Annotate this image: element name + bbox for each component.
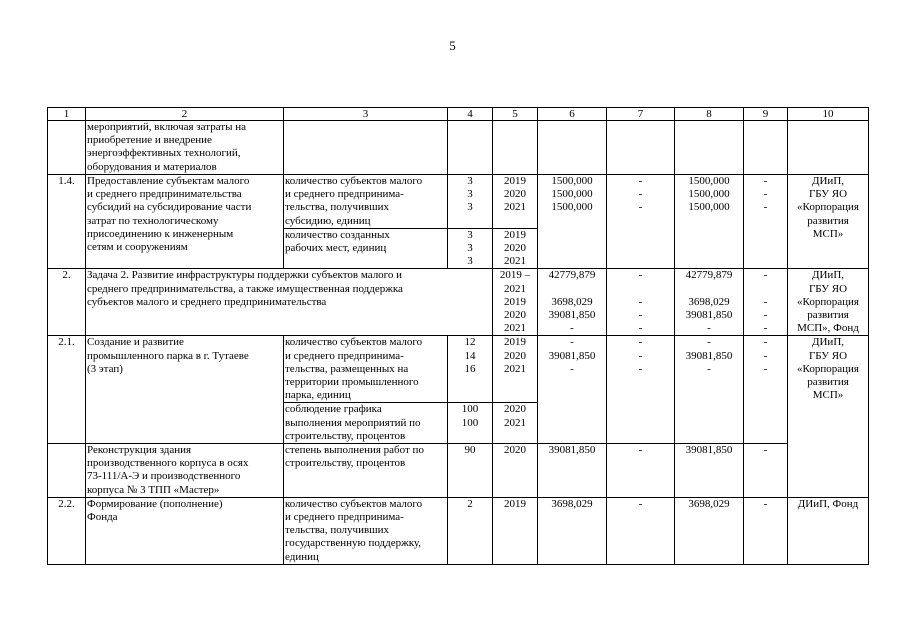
- measure-name: Формирование (пополнение) Фонда: [86, 497, 284, 564]
- regional-funding: 39081,850: [675, 444, 744, 498]
- measure-name: Создание и развитие промышленного парка в г. Тутаеве (3 этап): [86, 336, 284, 444]
- row-number: 2.2.: [48, 497, 86, 564]
- col-header: 4: [448, 108, 493, 121]
- total-funding: 39081,850: [538, 444, 607, 498]
- indicator: количество субъектов малого и среднего предпринима- тельства, получивших государственную поддержку, единиц: [284, 497, 448, 564]
- year-cell: 2019 2020 2021: [493, 228, 538, 269]
- measure-name: Предоставление субъектам малого и среднего предпринимательства субсидий на субсидирование части затрат по технологическому присоединению к инженерным сетям и сооружениям: [86, 175, 284, 269]
- col-header: 7: [607, 108, 675, 121]
- table-row: [48, 444, 869, 498]
- indicator: количество субъектов малого и среднего предпринима- тельства, получивших субсидию, единиц: [284, 175, 448, 229]
- federal-funding: -: [607, 444, 675, 498]
- regional-funding: 3698,029: [675, 497, 744, 564]
- indicator-value: 12 14 16: [448, 336, 493, 403]
- executor: ДИиП, ГБУ ЯО «Корпорация развития МСП»: [788, 336, 869, 497]
- federal-funding: - - - -: [607, 269, 675, 336]
- cell-text: мероприятий, включая затраты на приобретение и внедрение энергоэффективных технологий, оборудования и материалов: [86, 121, 284, 175]
- total-funding: 42779,879 3698,029 39081,850 -: [538, 269, 607, 336]
- measure-name: Реконструкция здания производственного корпуса в осях 73-111/А-Э и производственного корпуса № 3 ТПП «Мастер»: [86, 444, 284, 498]
- col-header: 3: [284, 108, 448, 121]
- federal-funding: - - -: [607, 175, 675, 269]
- indicator-value: 3 3 3: [448, 175, 493, 229]
- total-funding: - 39081,850 -: [538, 336, 607, 444]
- indicator: количество субъектов малого и среднего предпринима- тельства, размещенных на территории промышленного парка, единиц: [284, 336, 448, 403]
- col-header: 9: [744, 108, 788, 121]
- executor: ДИиП, ГБУ ЯО «Корпорация развития МСП», Фонд: [788, 269, 869, 336]
- year-cell: 2019 2020 2021: [493, 175, 538, 229]
- local-funding: - - - -: [744, 269, 788, 336]
- program-table: [47, 107, 869, 565]
- federal-funding: -: [607, 497, 675, 564]
- local-funding: -: [744, 444, 788, 498]
- executor: ДИиП, Фонд: [788, 497, 869, 564]
- indicator-value: 3 3 3: [448, 228, 493, 269]
- local-funding: -: [744, 497, 788, 564]
- regional-funding: - 39081,850 -: [675, 336, 744, 444]
- total-funding: 1500,000 1500,000 1500,000: [538, 175, 607, 269]
- indicator: количество созданных рабочих мест, единиц: [284, 228, 448, 269]
- col-header: 10: [788, 108, 869, 121]
- year-cell: 2019 – 2021 2019 2020 2021: [493, 269, 538, 336]
- table-row: [48, 121, 869, 175]
- total-funding: 3698,029: [538, 497, 607, 564]
- regional-funding: 42779,879 3698,029 39081,850 -: [675, 269, 744, 336]
- col-header: 8: [675, 108, 744, 121]
- row-number: 2.1.: [48, 336, 86, 444]
- indicator-value: 90: [448, 444, 493, 498]
- table-row: [48, 336, 869, 403]
- col-header: 6: [538, 108, 607, 121]
- year-cell: 2019: [493, 497, 538, 564]
- page-number: 5: [449, 38, 456, 53]
- executor: ДИиП, ГБУ ЯО «Корпорация развития МСП»: [788, 175, 869, 269]
- col-header: 1: [48, 108, 86, 121]
- indicator-value: 100 100: [448, 403, 493, 444]
- indicator: соблюдение графика выполнения мероприятий по строительству, процентов: [284, 403, 448, 444]
- local-funding: - - -: [744, 336, 788, 444]
- year-cell: 2020 2021: [493, 403, 538, 444]
- year-cell: 2020: [493, 444, 538, 498]
- col-header: 2: [86, 108, 284, 121]
- table-row: [48, 497, 869, 564]
- table-row: [48, 175, 869, 229]
- task-name: Задача 2. Развитие инфраструктуры поддержки субъектов малого и среднего предпринимательства, а также имущественная поддержка субъектов малого и среднего предпринимательства: [86, 269, 493, 336]
- col-header: 5: [493, 108, 538, 121]
- header-row: [48, 108, 869, 121]
- row-number: 1.4.: [48, 175, 86, 269]
- regional-funding: 1500,000 1500,000 1500,000: [675, 175, 744, 269]
- row-number: 2.: [48, 269, 86, 336]
- year-cell: 2019 2020 2021: [493, 336, 538, 403]
- local-funding: - - -: [744, 175, 788, 269]
- federal-funding: - - -: [607, 336, 675, 444]
- indicator: степень выполнения работ по строительству, процентов: [284, 444, 448, 498]
- table-row: [48, 269, 869, 336]
- indicator-value: 2: [448, 497, 493, 564]
